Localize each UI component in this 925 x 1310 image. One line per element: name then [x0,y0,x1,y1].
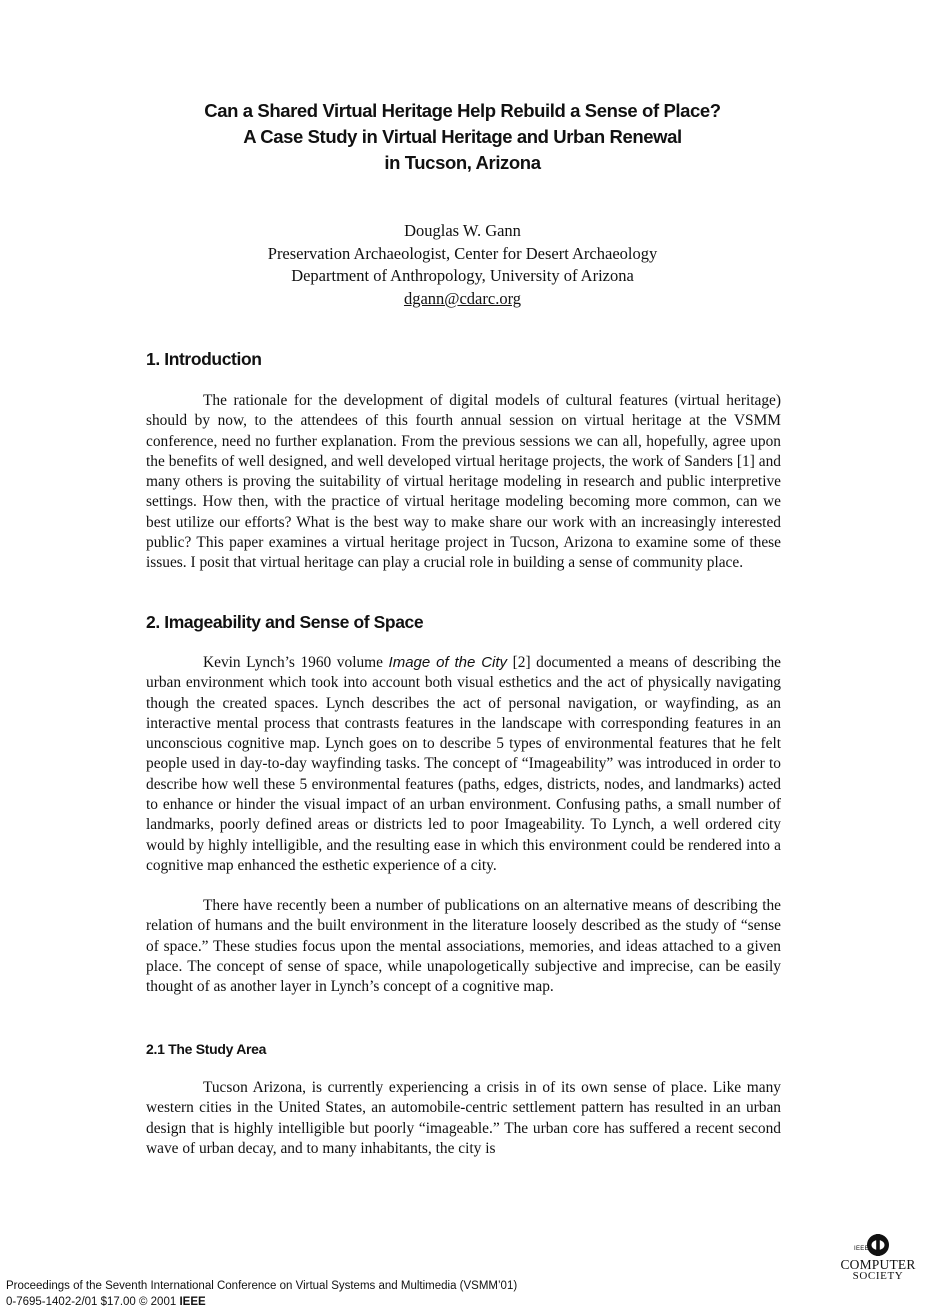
page-footer [6,1278,517,1310]
footer-copyright [6,1294,517,1310]
footer-proceedings: Proceedings of the Seventh International Conference on Virtual Systems and Multimedia (VSMM’01) [6,1280,518,1292]
book-title-italic: Image of the City [388,654,508,671]
title-line-1: Can a Shared Virtual Heritage Help Rebuild a Sense of Place? [204,100,721,121]
title-line-3: in Tucson, Arizona [384,152,541,173]
text-run: [2] documented a means of describing the urban environment which took into account both visual esthetics and the act of physically navigating though the created spaces. Lynch describes the act of personal navigation, or wayfinding, as an interactive mental process that contrasts features in the landscape with corresponding features in an unconscious cognitive map. Lynch goes on to describe 5 types of environmental features that he felt people used in day-to-day wayfinding tasks. The concept of “Imageability” was introduced in order to describe how well these 5 environmental features (paths, edges, districts, nodes, and landmarks) acted to enhance or hinder the visual impact of an urban environment. Confusing paths, a small number of landmarks, poorly defined areas or districts led to poor Imageability. To Lynch, a well ordered city would by highly intelligible, and the resulting ease in which this environment could be rendered into a cognitive map enhanced the esthetic experience of a city. [146,654,782,874]
study-area-paragraph: Tucson Arizona, is currently experiencing a crisis in of its own sense of place. Like many western cities in the United States, an automobile-centric settlement pattern has resulted in an urban design that is highly intelligible but poorly “imageable.” The urban core has suffered a recent second wave of urban decay, and to many inhabitants, the city is [146,1079,781,1157]
author-affiliation-1: Preservation Archaeologist, Center for Desert Archaeology [267,243,658,263]
section-heading-imageability: 2. Imageability and Sense of Space [146,612,424,632]
imageability-paragraph-1 [146,653,781,876]
subsection-heading-study-area: 2.1 The Study Area [146,1041,267,1057]
logo-ieee-text: IEEE [854,1246,869,1252]
logo-society-text: SOCIETY [852,1270,904,1282]
footer-isbn: 0-7695-1402-2/01 $17.00 © 2001 [6,1296,180,1308]
paper-title [0,98,925,176]
author-name: Douglas W. Gann [404,221,521,240]
title-line-2: A Case Study in Virtual Heritage and Urban Renewal [243,126,682,147]
ieee-phi-icon [865,1232,891,1258]
text-run: Kevin Lynch’s 1960 volume [203,654,389,671]
logo-computer-text: COMPUTER [840,1257,916,1272]
author-block [0,220,925,310]
imageability-paragraph-2: There have recently been a number of publications on an alternative means of describing the relation of humans and the built environment in the literature loosely described as the study of “sense of space.” These studies focus upon the mental associations, memories, and ideas attached to a given place. The concept of sense of space, while unapologetically subjective and imprecise, can be easily thought of as another layer in Lynch’s concept of a cognitive map. [146,897,781,996]
introduction-paragraph: The rationale for the development of digital models of cultural features (virtual heritage) should by now, to the attendees of this fourth annual session on virtual heritage at the VSMM conference, need no further explanation. From the previous sessions we can all, hopefully, agree upon the benefits of well designed, and well developed virtual heritage projects, the work of Sanders [1] and many others is proving the suitability of virtual heritage modeling in research and public interpretive settings. How then, with the practice of virtual heritage modeling becoming more common, can we best utilize our efforts? What is the best way to make share our work with an increasingly interested public? This paper examines a virtual heritage project in Tucson, Arizona to examine some of these issues. I posit that virtual heritage can play a crucial role in building a sense of community place. [146,392,781,572]
section-heading-introduction: 1. Introduction [146,349,262,369]
footer-publisher: IEEE [179,1296,206,1308]
author-email-link[interactable]: dgann@cdarc.org [403,288,522,308]
author-affiliation-2: Department of Anthropology, University of Arizona [291,266,634,285]
ieee-computer-society-logo [836,1232,920,1286]
